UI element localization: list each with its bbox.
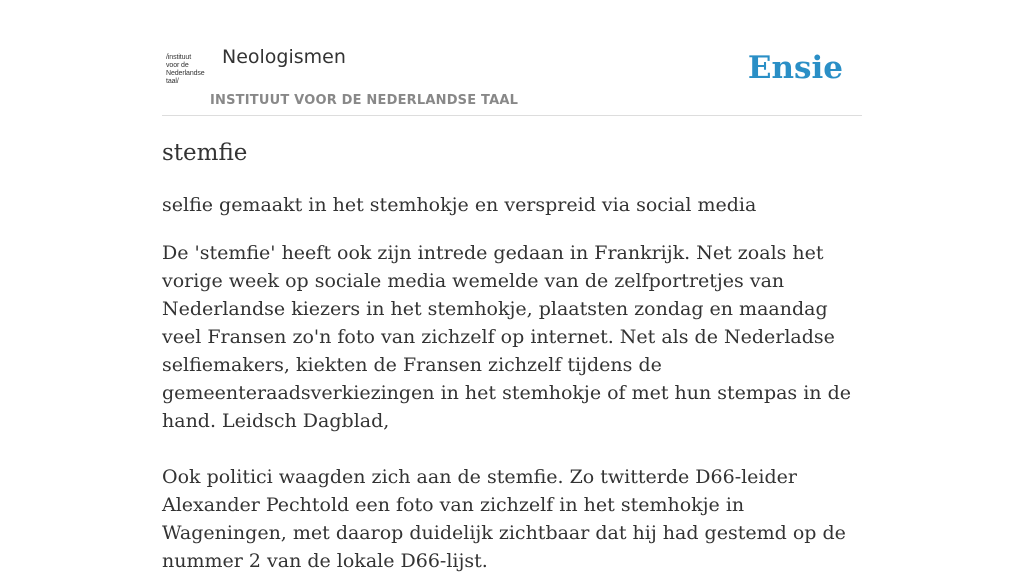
entry-quotes bbox=[162, 239, 862, 575]
site-name-link[interactable]: Neologismen bbox=[222, 46, 346, 68]
ensie-logo-link[interactable]: Ensie bbox=[747, 50, 843, 86]
header-divider bbox=[162, 115, 862, 116]
paragraph-spacer bbox=[162, 435, 862, 463]
quote-paragraph: Ook politici waagden zich aan de stemfie. Zo twitterde D66-leider Alexander Pechtold een foto van zichzelf in het stemhokje in Wageningen, met daarop duidelijk zichtbaar dat hij had gestemd op de nummer 2 van de lokale D66-lijst. bbox=[162, 466, 846, 572]
site-subtitle: INSTITUUT VOOR DE NEDERLANDSE TAAL bbox=[210, 93, 519, 108]
logo-line: /instituut bbox=[166, 54, 192, 61]
entry-title: stemfie bbox=[162, 140, 248, 166]
logo-line: voor de bbox=[166, 62, 189, 69]
page bbox=[162, 0, 862, 572]
institute-logo[interactable] bbox=[166, 54, 210, 90]
entry-definition: selfie gemaakt in het stemhokje en verspreid via social media bbox=[162, 194, 757, 216]
quote-paragraph: De 'stemfie' heeft ook zijn intrede gedaan in Frankrijk. Net zoals het vorige week op sociale media wemelde van de zelfportretjes van Nederlandse kiezers in het stemhokje, plaatsten zondag en maandag veel Fransen zo'n foto van zichzelf op internet. Net als de Nederladse selfiemakers, kiekten de Fransen zichzelf tijdens de gemeenteraadsverkiezingen in het stemhokje of met hun stempas in de hand. Leidsch Dagblad, bbox=[162, 242, 851, 432]
logo-line: Nederlandse bbox=[166, 70, 205, 77]
logo-line: taal/ bbox=[166, 78, 179, 85]
